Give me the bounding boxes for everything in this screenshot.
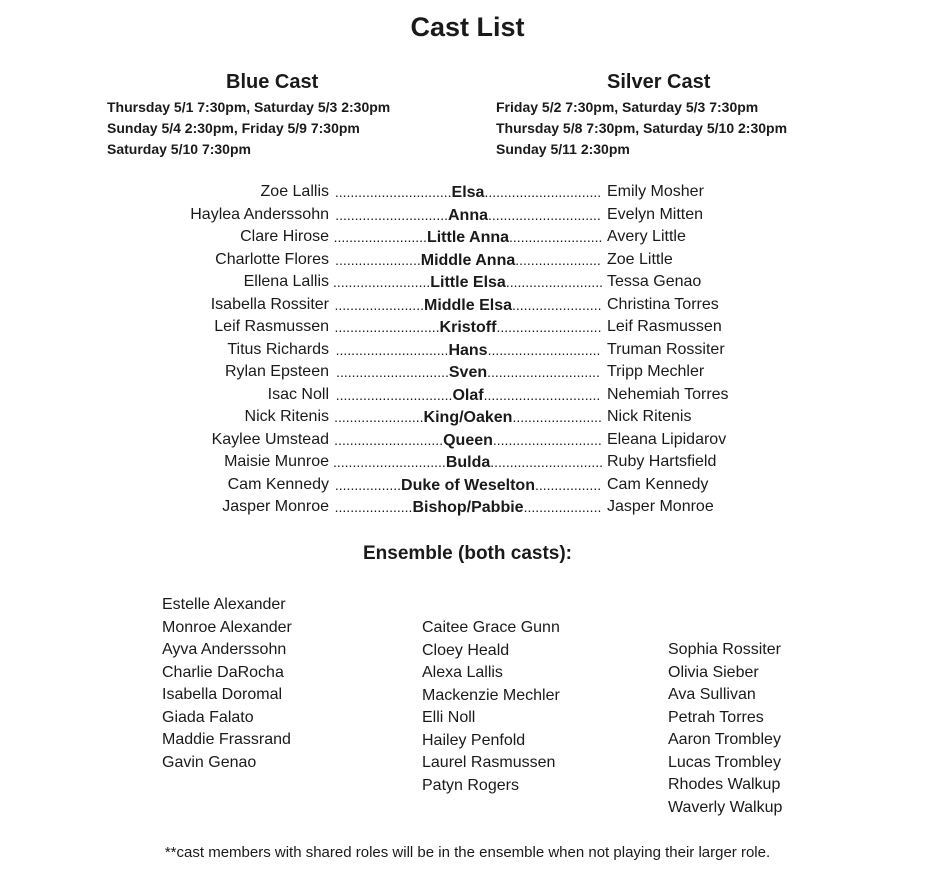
leader-dots: ................. <box>534 476 602 493</box>
leader-dots: ....................... <box>512 409 602 425</box>
ensemble-member: Ayva Anderssohn <box>162 641 287 658</box>
role-row <box>0 226 935 249</box>
blue-cast-member: Jasper Monroe <box>222 498 329 515</box>
ensemble-member: Isabella Doromal <box>162 686 283 703</box>
ensemble-member: Petrah Torres <box>668 708 764 726</box>
ensemble-member: Maddie Frassrand <box>162 731 291 748</box>
role-name: Kristoff <box>439 319 497 336</box>
role-name: Elsa <box>451 184 485 201</box>
schedule-line: Thursday 5/8 7:30pm, Saturday 5/10 2:30pm <box>496 120 788 136</box>
silver-cast-member: Avery Little <box>607 228 686 245</box>
leader-dots: ........................ <box>333 229 427 245</box>
silver-cast-schedule <box>496 97 787 160</box>
schedule-line: Sunday 5/4 2:30pm, Friday 5/9 7:30pm <box>107 120 360 136</box>
silver-cast-member: Ruby Hartsfield <box>607 453 717 470</box>
leader-dots: ............................ <box>492 431 602 448</box>
role-row <box>0 294 935 317</box>
page-title: Cast List <box>410 12 525 42</box>
schedule-line: Sunday 5/11 2:30pm <box>496 141 630 157</box>
role-name: Little Elsa <box>430 274 506 291</box>
role-name-cell <box>333 226 603 250</box>
role-name: Hans <box>448 341 488 359</box>
blue-cast-heading: Blue Cast <box>226 71 319 93</box>
leader-dots: .............................. <box>484 184 602 200</box>
role-name-cell <box>333 496 603 520</box>
leader-dots: ........................ <box>509 229 603 245</box>
role-name-cell <box>333 406 603 430</box>
ensemble-column-1 <box>162 594 292 774</box>
leader-dots: ............................. <box>487 364 600 380</box>
role-name-cell <box>333 271 603 295</box>
silver-cast-member: Nick Ritenis <box>607 408 692 425</box>
footnote: **cast members with shared roles will be in the ensemble when not playing their larger role. <box>164 844 771 861</box>
ensemble-member: Sophia Rossiter <box>668 641 781 658</box>
role-row <box>0 429 935 452</box>
blue-cast-member: Kaylee Umstead <box>211 430 329 448</box>
ensemble-member: Waverly Walkup <box>668 798 783 816</box>
leader-dots: .............................. <box>335 386 453 403</box>
silver-cast-member: Cam Kennedy <box>607 475 709 493</box>
role-name-cell <box>333 204 603 228</box>
blue-cast-member: Haylea Anderssohn <box>190 205 329 223</box>
role-name-cell <box>333 474 603 498</box>
ensemble-member: Lucas Trombley <box>668 753 781 771</box>
ensemble-member: Ava Sullivan <box>668 686 756 703</box>
ensemble-member: Olivia Sieber <box>668 663 759 681</box>
leader-dots: ......................... <box>333 274 431 290</box>
schedule-line: Saturday 5/10 7:30pm <box>107 141 251 157</box>
blue-cast-member: Nick Ritenis <box>244 408 329 425</box>
blue-cast-member: Isabella Rossiter <box>210 295 329 313</box>
ensemble-member: Giada Falato <box>162 708 254 726</box>
roles-list <box>0 181 935 519</box>
blue-cast-member: Maisie Munroe <box>224 453 329 470</box>
silver-cast-member: Nehemiah Torres <box>607 385 729 403</box>
role-name: Middle Elsa <box>423 296 513 314</box>
silver-cast-member: Tessa Genao <box>607 273 702 290</box>
role-row <box>0 204 935 227</box>
role-name: Duke of Weselton <box>401 476 535 494</box>
schedule-line: Friday 5/2 7:30pm, Saturday 5/3 7:30pm <box>496 99 759 115</box>
blue-cast-member: Leif Rasmussen <box>214 318 329 335</box>
blue-cast-member: Isac Noll <box>267 385 329 403</box>
leader-dots: ................. <box>334 476 402 493</box>
ensemble-member: Laurel Rasmussen <box>422 754 556 771</box>
role-name: Queen <box>443 431 493 449</box>
ensemble-member: Caitee Grace Gunn <box>422 619 560 636</box>
ensemble-member: Cloey Heald <box>422 641 510 659</box>
ensemble-member: Patyn Rogers <box>422 776 519 794</box>
ensemble-member: Elli Noll <box>422 709 476 726</box>
role-name: Bishop/Pabbie <box>412 499 524 516</box>
role-name-cell <box>333 384 603 408</box>
role-name: Little Anna <box>426 229 510 246</box>
blue-cast-member: Rylan Epsteen <box>224 363 329 380</box>
role-row <box>0 316 935 339</box>
role-name-cell <box>333 361 603 385</box>
leader-dots: ............................. <box>490 454 603 470</box>
role-row <box>0 361 935 384</box>
ensemble-member: Alexa Lallis <box>422 664 503 681</box>
role-row <box>0 384 935 407</box>
role-name-cell <box>333 294 603 318</box>
leader-dots: ........................... <box>334 319 440 335</box>
silver-cast-member: Tripp Mechler <box>607 363 705 380</box>
role-name: Anna <box>448 206 488 224</box>
leader-dots: .................... <box>523 499 602 515</box>
ensemble-column-2 <box>422 617 560 797</box>
silver-cast-member: Leif Rasmussen <box>607 318 722 335</box>
blue-cast-member: Clare Hirose <box>240 228 329 245</box>
leader-dots: ............................. <box>333 454 446 470</box>
leader-dots: ........................... <box>496 319 602 335</box>
blue-cast-member: Titus Richards <box>227 340 329 358</box>
ensemble-member: Estelle Alexander <box>162 596 286 613</box>
role-row <box>0 249 935 272</box>
ensemble-member: Charlie DaRocha <box>162 663 284 681</box>
leader-dots: ............................. <box>335 206 448 223</box>
role-name: Sven <box>448 364 488 381</box>
role-row <box>0 271 935 294</box>
blue-cast-member: Cam Kennedy <box>227 475 329 493</box>
silver-cast-member: Christina Torres <box>607 295 719 313</box>
leader-dots: ....................... <box>512 296 602 313</box>
role-name: King/Oaken <box>423 409 513 426</box>
role-row <box>0 496 935 519</box>
role-name-cell <box>333 429 603 453</box>
silver-cast-member: Jasper Monroe <box>607 498 714 515</box>
leader-dots: ............................. <box>488 206 601 223</box>
ensemble-member: Rhodes Walkup <box>668 776 781 793</box>
leader-dots: ............................ <box>334 431 444 448</box>
role-name: Bulda <box>445 454 491 471</box>
leader-dots: .............................. <box>483 386 601 403</box>
role-row <box>0 181 935 204</box>
role-name: Olaf <box>452 386 484 404</box>
ensemble-member: Gavin Genao <box>162 753 257 771</box>
schedule-line: Thursday 5/1 7:30pm, Saturday 5/3 2:30pm <box>107 99 391 115</box>
role-name-cell <box>333 316 603 340</box>
role-name-cell <box>333 249 603 273</box>
silver-cast-member: Zoe Little <box>607 250 673 268</box>
role-row <box>0 451 935 474</box>
role-name-cell <box>333 451 603 475</box>
role-row <box>0 339 935 362</box>
ensemble-member: Aaron Trombley <box>668 731 781 748</box>
leader-dots: ....................... <box>334 409 424 425</box>
leader-dots: ............................. <box>487 341 601 358</box>
role-row <box>0 474 935 497</box>
ensemble-column-3 <box>668 639 782 819</box>
ensemble-heading: Ensemble (both casts): <box>362 543 573 564</box>
ensemble-member: Mackenzie Mechler <box>422 686 560 704</box>
blue-cast-member: Zoe Lallis <box>260 183 329 200</box>
role-row <box>0 406 935 429</box>
role-name-cell <box>333 181 603 205</box>
leader-dots: ............................. <box>336 364 449 380</box>
silver-cast-member: Eleana Lipidarov <box>607 430 727 448</box>
leader-dots: ...................... <box>335 251 421 268</box>
role-name: Middle Anna <box>420 251 516 269</box>
leader-dots: .............................. <box>334 184 452 200</box>
silver-cast-heading: Silver Cast <box>607 71 711 93</box>
silver-cast-member: Truman Rossiter <box>607 340 725 358</box>
role-name-cell <box>333 339 603 363</box>
leader-dots: .................... <box>334 499 413 515</box>
leader-dots: ...................... <box>515 251 601 268</box>
leader-dots: ......................... <box>505 274 603 290</box>
ensemble-member: Hailey Penfold <box>422 731 526 749</box>
leader-dots: ............................. <box>335 341 449 358</box>
blue-cast-member: Ellena Lallis <box>243 273 329 290</box>
ensemble-member: Monroe Alexander <box>162 618 292 636</box>
silver-cast-member: Emily Mosher <box>607 183 704 200</box>
silver-cast-member: Evelyn Mitten <box>607 205 704 223</box>
blue-cast-schedule <box>107 97 390 160</box>
blue-cast-member: Charlotte Flores <box>215 250 329 268</box>
leader-dots: ....................... <box>334 296 424 313</box>
